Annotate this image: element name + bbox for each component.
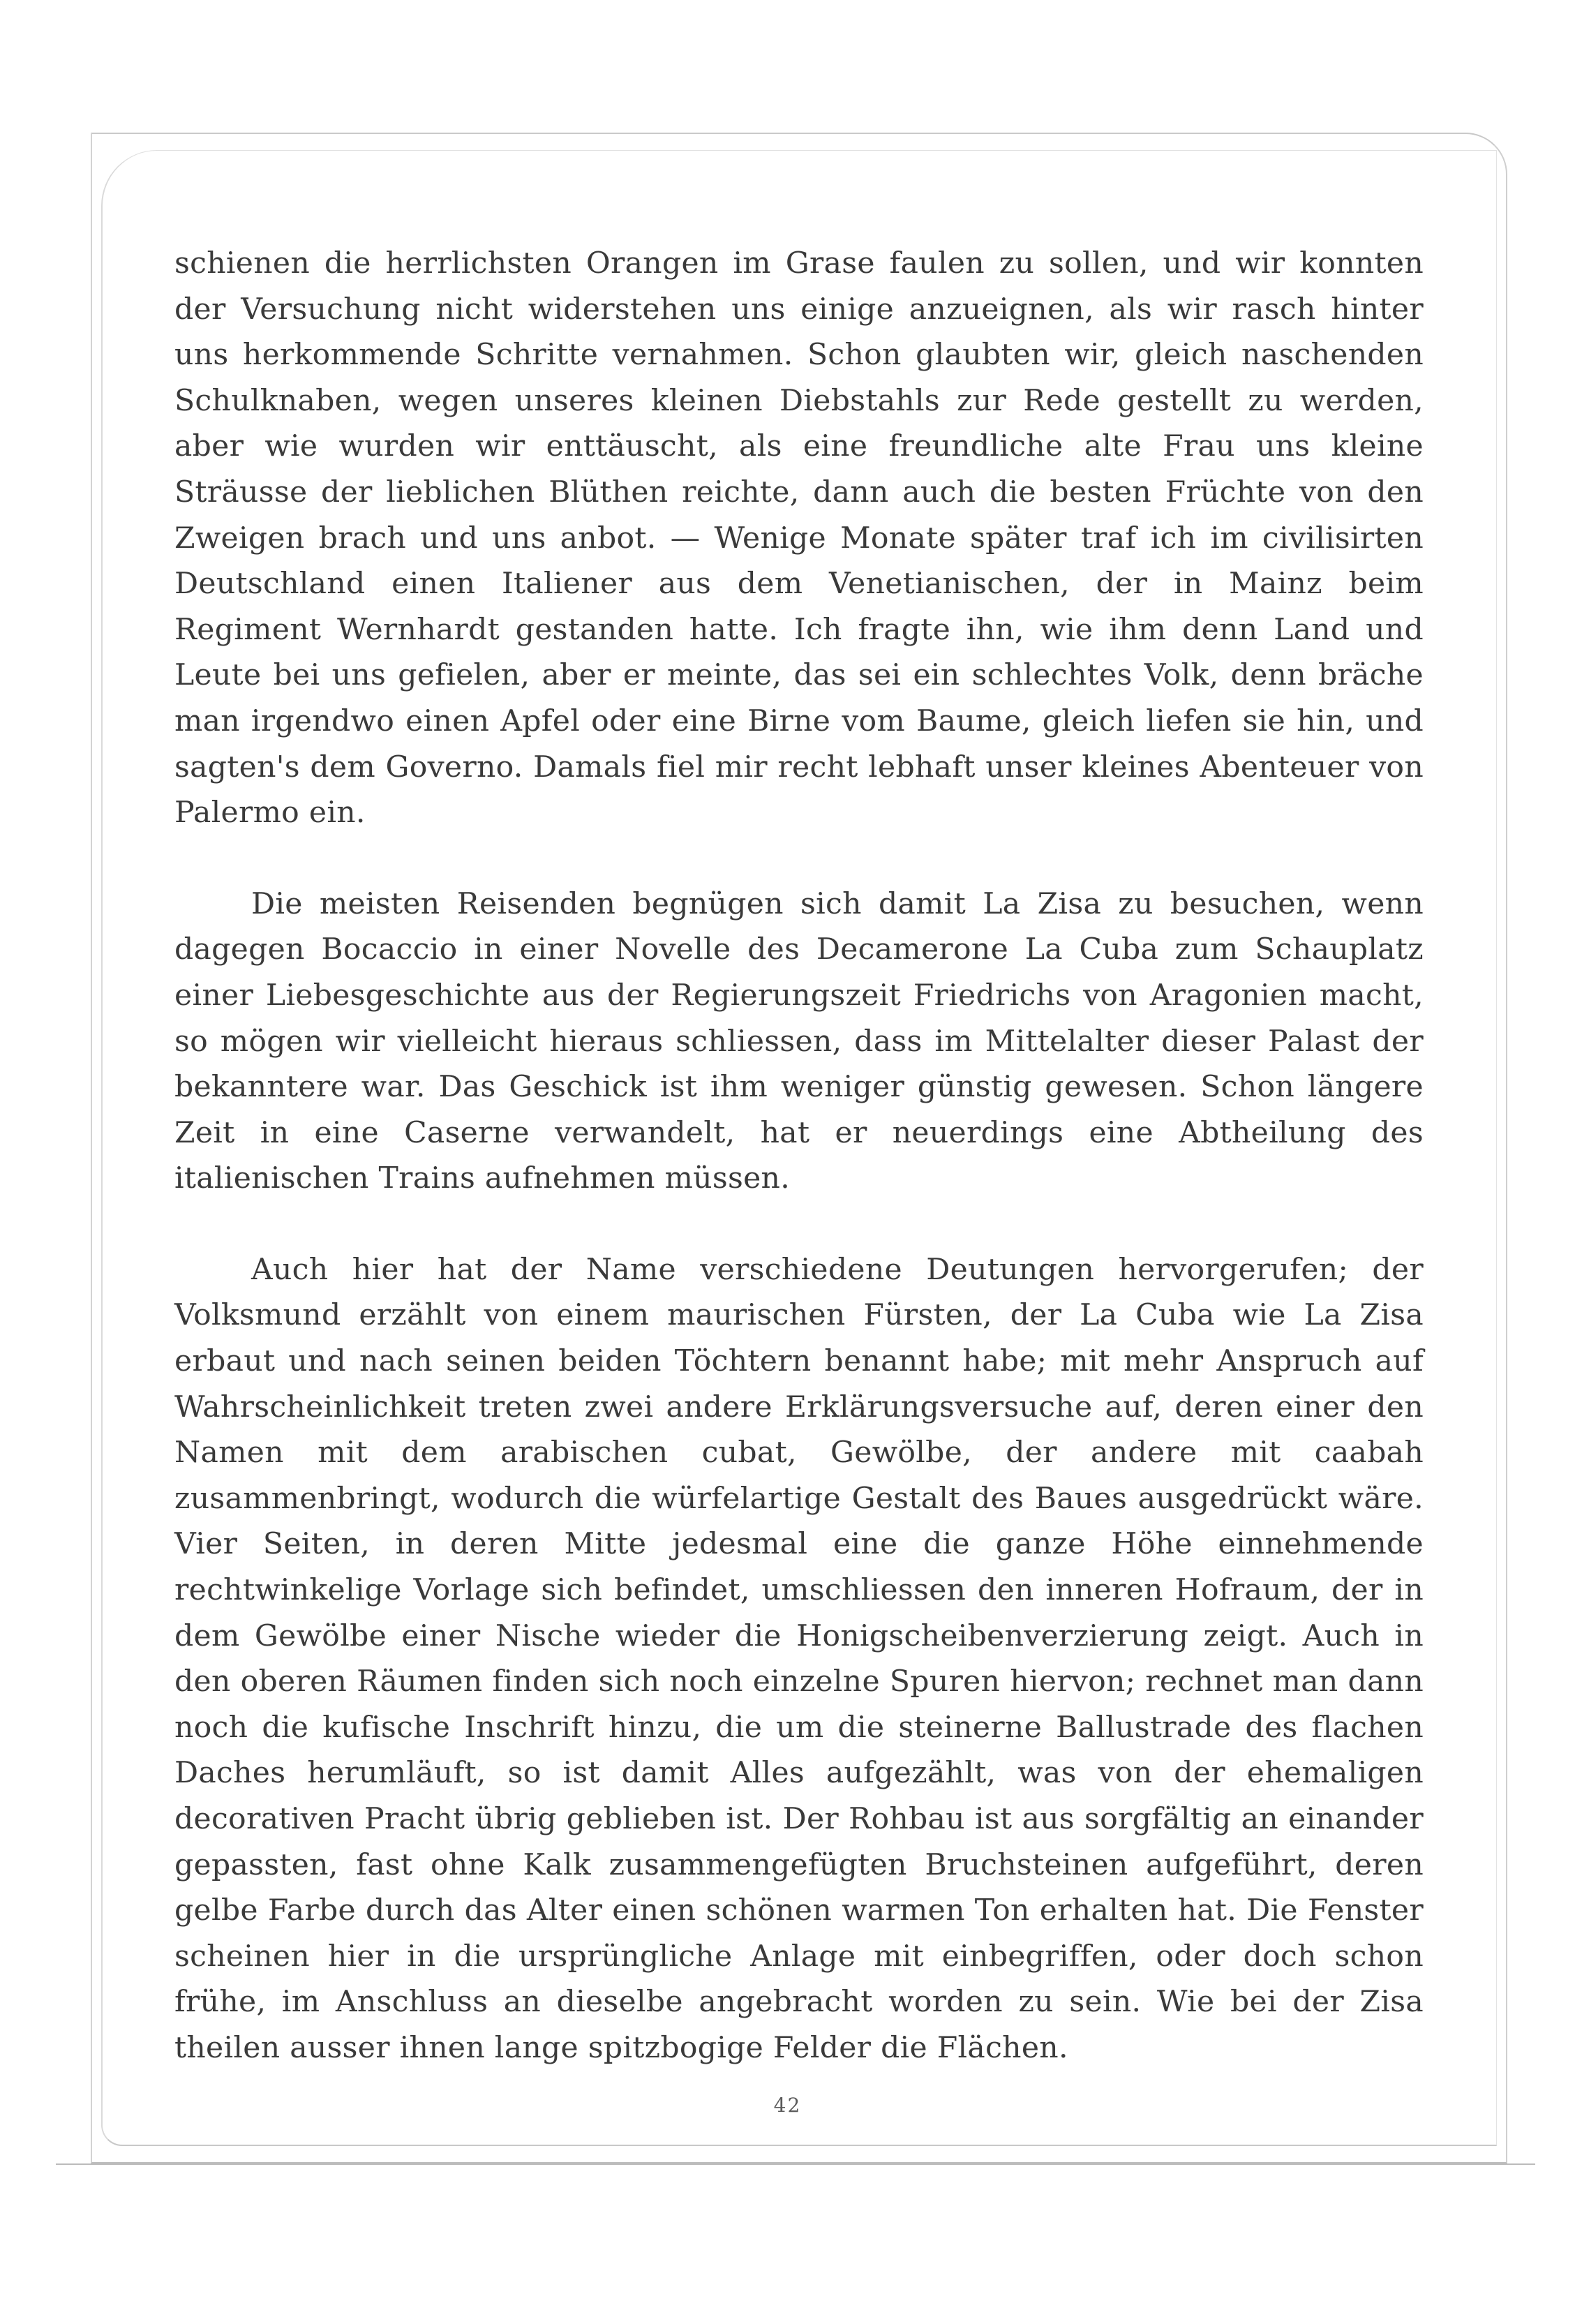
- paragraph-3: Auch hier hat der Name verschiedene Deutungen hervorgerufen; der Volksmund erzählt von einem maurischen Fürsten, der La Cuba wie La Zisa erbaut und nach seinen beiden Töchtern benannt habe; mit mehr Anspruch auf Wahrscheinlichkeit treten zwei andere Erklärungsversuche auf, deren einer den Namen mit dem arabischen cubat, Gewölbe, der andere mit caabah zusammenbringt, wodurch die würfelartige Gestalt des Baues ausgedrückt wäre. Vier Seiten, in deren Mitte jedesmal eine die ganze Höhe einnehmende rechtwinkelige Vorlage sich befindet, umschliessen den inneren Hofraum, der in dem Gewölbe einer Nische wieder die Honigscheibenverzierung zeigt. Auch in den oberen Räumen finden sich noch einzelne Spuren hiervon; rechnet man dann noch die kufische Inschrift hinzu, die um die steinerne Ballustrade des flachen Daches herumläuft, so ist damit Alles aufgezählt, was von der ehemaligen decorativen Pracht übrig geblieben ist. Der Rohbau ist aus sorgfältig an einander gepassten, fast ohne Kalk zusammengefügten Bruchsteinen aufgeführt, deren gelbe Farbe durch das Alter einen schönen warmen Ton erhalten hat. Die Fenster scheinen hier in die ursprüngliche Anlage mit einbegriffen, oder doch schon frühe, im Anschluss an dieselbe angebracht worden zu sein. Wie bei der Zisa theilen ausser ihnen lange spitzbogige Felder die Flächen.: [174, 1252, 1424, 2065]
- page-number: 42: [773, 2094, 802, 2117]
- paragraph-2: Die meisten Reisenden begnügen sich damit La Zisa zu besuchen, wenn dagegen Bocaccio in einer Novelle des Decamerone La Cuba zum Schauplatz einer Liebesgeschichte aus der Regierungszeit Friedrichs von Aragonien macht, so mögen wir vielleicht hieraus schliessen, dass im Mittelalter dieser Palast der bekanntere war. Das Geschick ist ihm weniger günstig gewesen. Schon längere Zeit in eine Caserne verwandelt, hat er neuerdings eine Abtheilung des italienischen Trains aufnehmen müssen.: [174, 886, 1424, 1196]
- body-text: [174, 241, 1424, 2071]
- paragraph-1: schienen die herrlichsten Orangen im Grase faulen zu sollen, und wir konnten der Versuchung nicht widerstehen uns einige anzueignen, als wir rasch hinter uns herkommende Schritte vernahmen. Schon glaubten wir, gleich naschenden Schulknaben, wegen unseres kleinen Diebstahls zur Rede gestellt zu werden, aber wie wurden wir enttäuscht, als eine freundliche alte Frau uns kleine Sträusse der lieblichen Blüthen reichte, dann auch die besten Früchte von den Zweigen brach und uns anbot. — Wenige Monate später traf ich im civilisirten Deutschland einen Italiener aus dem Venetianischen, der in Mainz beim Regiment Wernhardt gestanden hatte. Ich fragte ihn, wie ihm denn Land und Leute bei uns gefielen, aber er meinte, das sei ein schlechtes Volk, denn bräche man irgendwo einen Apfel oder eine Birne vom Baume, gleich liefen sie hin, und sagten's dem Governo. Damals fiel mir recht lebhaft unser kleines Abenteuer von Palermo ein.: [174, 246, 1424, 830]
- page-bottom-rule: [56, 2163, 1535, 2165]
